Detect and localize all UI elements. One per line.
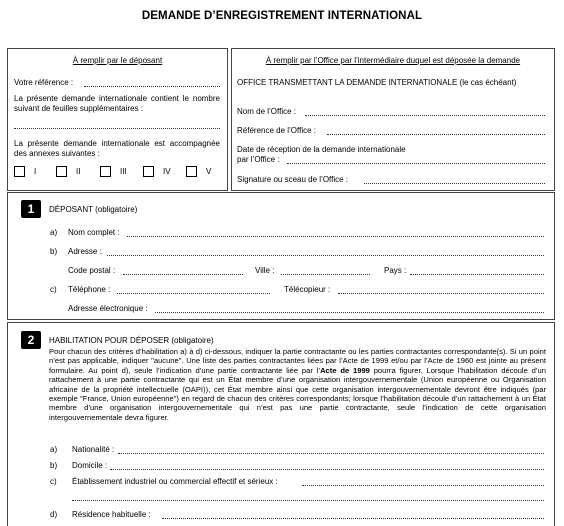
section-1-title: DÉPOSANT (obligatoire): [49, 205, 138, 214]
instructions-part-2: pourra figurer. Lorsque l’habilitation découle d’un rattachement à une partie contractante qui est un État membre d’une organisation intergouvernementale (Union européenne ou Organisation africaine de la propriété intellectuelle (OAPI)), cet État membre ainsi que cette organisation intergouvernementale devront être indiqués (par exemple "France, Union européenne") en regard de chacun des critères correspondants; lorsque l’habilitation découle d’un rattachement à un État membre d’une organisation intergouvernementale qui n’est pas une partie contractante, seule l’indication de cette organisation intergouvernementale devra figurer.: [49, 365, 546, 422]
nom-office-label: Nom de l’Office :: [237, 107, 296, 116]
ville-label: Ville :: [255, 266, 275, 275]
s2-a-letter: a): [50, 445, 58, 454]
date-reception-label-2: par l’Office :: [237, 155, 280, 164]
feuilles-field[interactable]: [14, 128, 220, 129]
reference-office-field[interactable]: [327, 134, 545, 135]
section-2-instructions: [49, 347, 546, 422]
telecopieur-label: Télécopieur :: [284, 285, 331, 294]
etablissement-field-1[interactable]: [302, 485, 544, 486]
nom-complet-label: Nom complet :: [68, 228, 120, 237]
etablissement-label: Établissement industriel ou commercial effectif et sérieux :: [72, 477, 278, 486]
office-panel: [231, 48, 555, 191]
votre-reference-label: Votre référence :: [14, 78, 74, 87]
annex-label-2: II: [76, 167, 81, 176]
telecopieur-field[interactable]: [338, 293, 544, 294]
etablissement-field-2[interactable]: [72, 500, 544, 501]
instructions-bold: Acte de 1999: [320, 365, 370, 375]
feuilles-label: La présente demande internationale contient le nombre suivant de feuilles supplémentaires :: [14, 94, 220, 113]
domicile-label: Domicile :: [72, 461, 108, 470]
nom-complet-field[interactable]: [127, 236, 544, 237]
annex-checkbox-5[interactable]: [186, 166, 197, 177]
nationalite-field[interactable]: [118, 453, 544, 454]
s2-c-letter: c): [50, 477, 57, 486]
section-2-title: HABILITATION POUR DÉPOSER (obligatoire): [49, 336, 214, 345]
annex-checkbox-2[interactable]: [56, 166, 67, 177]
office-title: OFFICE TRANSMETTANT LA DEMANDE INTERNATIONALE (le cas échéant): [237, 78, 517, 87]
s2-d-letter: d): [50, 510, 58, 519]
ville-field[interactable]: [281, 274, 370, 275]
annex-label-3: III: [120, 167, 127, 176]
annex-label-1: I: [34, 167, 37, 176]
annex-label-5: V: [206, 167, 212, 176]
s2-b-letter: b): [50, 461, 58, 470]
annex-checkbox-3[interactable]: [100, 166, 111, 177]
pays-field[interactable]: [410, 274, 544, 275]
form-title: DEMANDE D’ENREGISTREMENT INTERNATIONAL: [141, 10, 423, 22]
signature-field[interactable]: [364, 183, 545, 184]
office-panel-header: À remplir par l’Office par l’intermédiaire duquel est déposée la demande: [265, 56, 521, 65]
code-postal-label: Code postal :: [68, 266, 116, 275]
s1-a-letter: a): [50, 228, 58, 237]
pays-label: Pays :: [384, 266, 407, 275]
code-postal-field[interactable]: [123, 274, 243, 275]
applicant-panel-header: À remplir par le déposant: [72, 56, 163, 65]
votre-reference-field[interactable]: [84, 86, 220, 87]
annex-checkbox-1[interactable]: [14, 166, 25, 177]
adresse-electronique-field[interactable]: [155, 312, 544, 313]
nationalite-label: Nationalité :: [72, 445, 115, 454]
domicile-field[interactable]: [110, 469, 544, 470]
instructions-part-1: Pour chacun des critères d’habilitation a) à d) ci-dessous, indiquer la partie contractante ou les parties contractantes correspondante(s). Si un point n’est pas applicable, indiquer "aucune". Une liste des parties contractantes liées par l’Acte de 1999 et/ou par l’Acte de 1960 est jointe au présent formulaire. Au point d), seule l’indication d’une partie contractante liée par l’: [49, 347, 546, 375]
annex-checkbox-4[interactable]: [143, 166, 154, 177]
telephone-label: Téléphone :: [68, 285, 111, 294]
section-1-number: 1: [21, 200, 41, 218]
reference-office-label: Référence de l’Office :: [237, 126, 317, 135]
signature-label: Signature ou sceau de l’Office :: [237, 175, 349, 184]
date-reception-field[interactable]: [287, 163, 545, 164]
residence-field[interactable]: [162, 518, 544, 519]
telephone-field[interactable]: [117, 293, 270, 294]
adresse-electronique-label: Adresse électronique :: [68, 304, 148, 313]
nom-office-field[interactable]: [305, 115, 545, 116]
section-2-number: 2: [21, 331, 41, 349]
annex-label-4: IV: [163, 167, 171, 176]
s1-b-letter: b): [50, 247, 58, 256]
annexes-label: La présente demande internationale est accompagnée des annexes suivantes :: [14, 139, 220, 158]
adresse-label: Adresse :: [68, 247, 102, 256]
adresse-field[interactable]: [107, 255, 544, 256]
s1-c-letter: c): [50, 285, 57, 294]
date-reception-label-1: Date de réception de la demande internationale: [237, 145, 406, 154]
residence-label: Résidence habituelle :: [72, 510, 151, 519]
